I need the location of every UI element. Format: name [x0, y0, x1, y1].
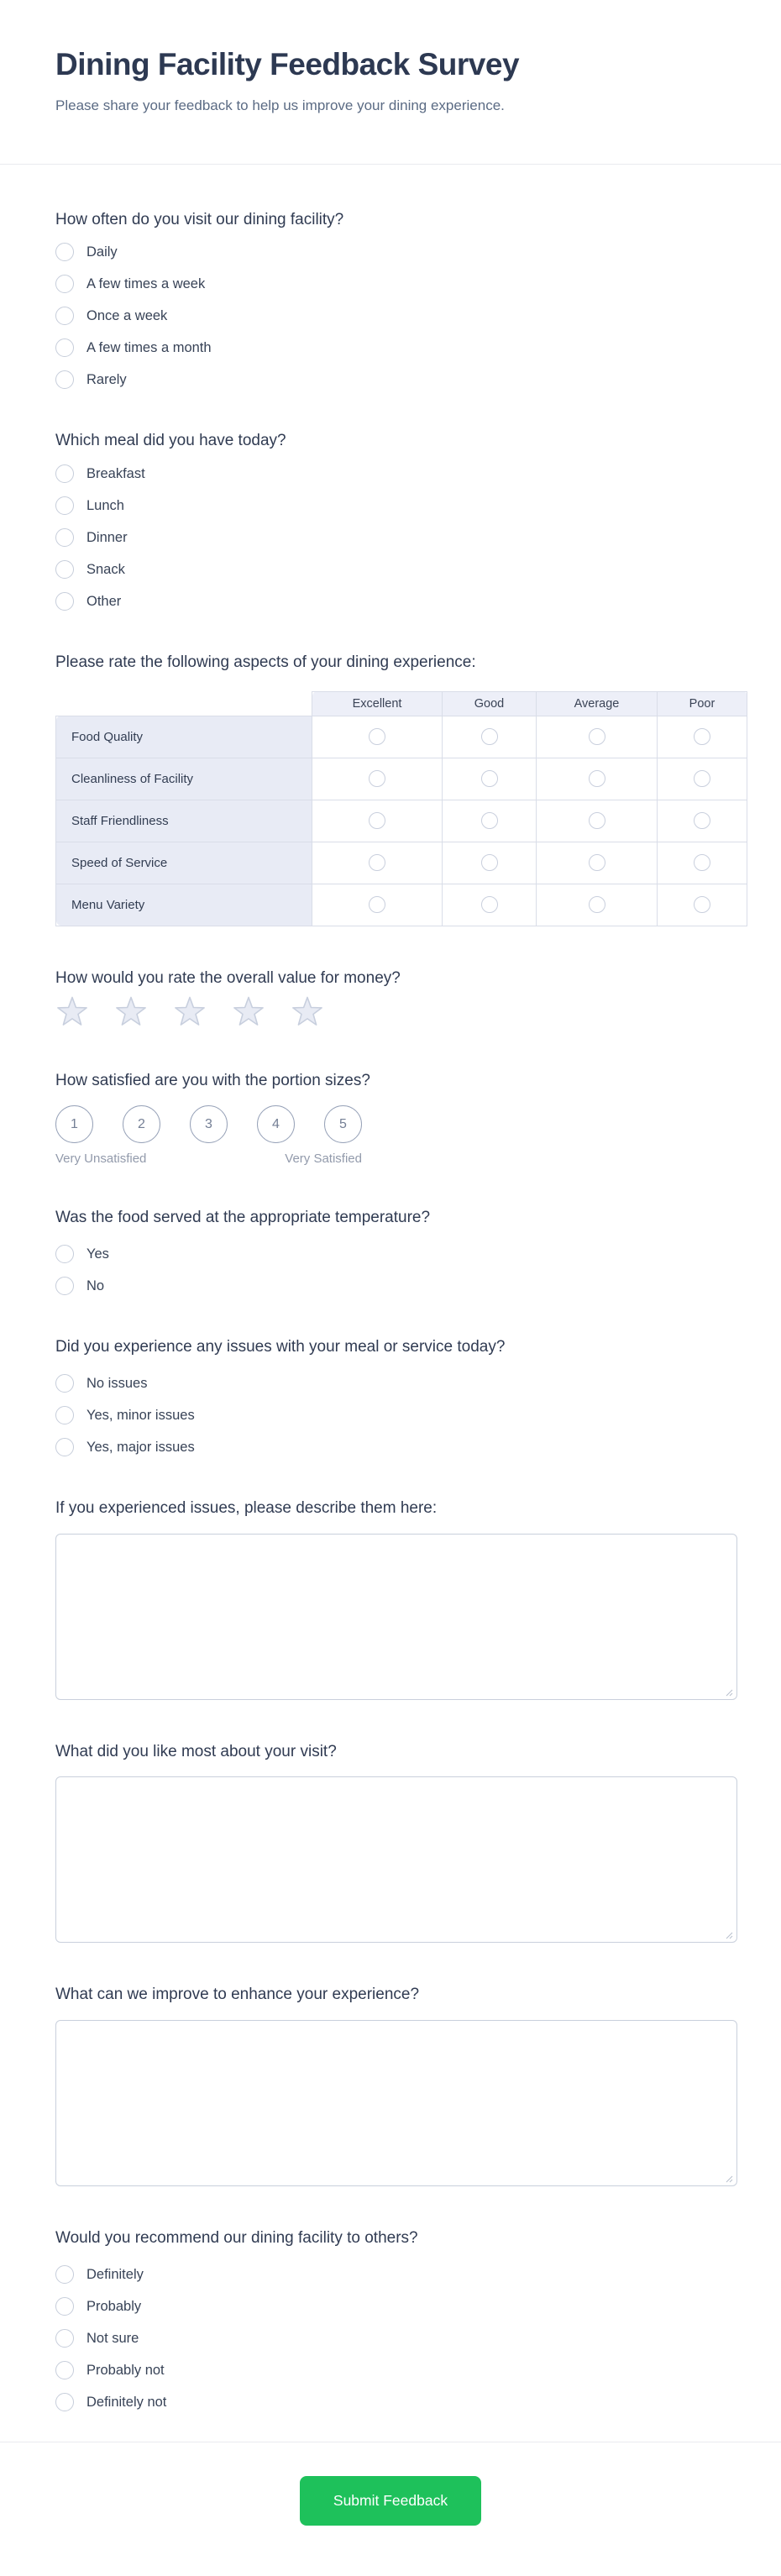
- survey-content: [0, 165, 781, 2411]
- star-icon[interactable]: [291, 995, 324, 1029]
- describe-issues-textarea[interactable]: [55, 1534, 737, 1700]
- scale-labels: [55, 1152, 362, 1166]
- matrix-cell[interactable]: [537, 842, 658, 884]
- radio-button[interactable]: [55, 2361, 74, 2379]
- matrix-cell[interactable]: [658, 758, 747, 800]
- radio-button[interactable]: [694, 770, 710, 787]
- matrix-cell[interactable]: [537, 800, 658, 842]
- radio-button[interactable]: [55, 275, 74, 293]
- radio-option-label: No: [86, 1278, 105, 1294]
- scale-option-3[interactable]: 3: [190, 1105, 228, 1143]
- radio-option[interactable]: [55, 243, 744, 261]
- radio-option[interactable]: [55, 338, 744, 357]
- scale-option-1[interactable]: 1: [55, 1105, 93, 1143]
- radio-button[interactable]: [55, 1245, 74, 1263]
- radio-button[interactable]: [55, 370, 74, 389]
- scale-option-2[interactable]: 2: [123, 1105, 160, 1143]
- radio-button[interactable]: [589, 896, 605, 913]
- radio-option[interactable]: [55, 2329, 744, 2348]
- radio-option-label: Probably not: [86, 2362, 165, 2378]
- radio-option[interactable]: [55, 1438, 744, 1456]
- radio-button[interactable]: [55, 243, 74, 261]
- matrix-column-header: Excellent: [312, 691, 443, 716]
- matrix-cell[interactable]: [443, 800, 537, 842]
- scale-option-4[interactable]: 4: [257, 1105, 295, 1143]
- question-visit-frequency: [55, 210, 744, 390]
- matrix-cell[interactable]: [312, 716, 443, 758]
- radio-button[interactable]: [589, 812, 605, 829]
- radio-option-label: Yes, major issues: [86, 1439, 195, 1455]
- star-icon[interactable]: [173, 995, 207, 1029]
- matrix-cell[interactable]: [312, 842, 443, 884]
- liked-most-textarea[interactable]: [55, 1776, 737, 1943]
- matrix-column-header: Average: [537, 691, 658, 716]
- radio-option[interactable]: [55, 275, 744, 293]
- radio-option[interactable]: [55, 1277, 744, 1295]
- radio-option[interactable]: [55, 560, 744, 579]
- question-label: Was the food served at the appropriate temperature?: [55, 1209, 431, 1227]
- radio-option[interactable]: [55, 592, 744, 611]
- radio-button[interactable]: [55, 307, 74, 325]
- radio-button[interactable]: [369, 854, 385, 871]
- star-icon[interactable]: [232, 995, 265, 1029]
- survey-header: [0, 0, 781, 115]
- radio-option-label: Daily: [86, 244, 118, 260]
- radio-button[interactable]: [589, 770, 605, 787]
- radio-option[interactable]: [55, 464, 744, 483]
- star-icon[interactable]: [114, 995, 148, 1029]
- rating-matrix-table: [55, 691, 747, 926]
- radio-option-label: Yes: [86, 1246, 109, 1262]
- question-meal-today: [55, 431, 744, 611]
- radio-button[interactable]: [369, 896, 385, 913]
- matrix-row-label: Cleanliness of Facility: [56, 758, 312, 800]
- radio-option-label: Definitely: [86, 2266, 144, 2282]
- matrix-cell[interactable]: [443, 716, 537, 758]
- radio-option-label: Once a week: [86, 308, 168, 324]
- matrix-cell[interactable]: [443, 884, 537, 926]
- matrix-cell[interactable]: [312, 758, 443, 800]
- matrix-row-label: Food Quality: [56, 716, 312, 758]
- question-label: Did you experience any issues with your meal or service today?: [55, 1338, 506, 1356]
- question-label: Please rate the following aspects of your dining experience:: [55, 653, 476, 672]
- radio-option-label: Not sure: [86, 2330, 139, 2346]
- radio-option-label: Rarely: [86, 372, 127, 388]
- matrix-cell[interactable]: [312, 800, 443, 842]
- radio-option[interactable]: [55, 1374, 744, 1393]
- radio-button[interactable]: [55, 2393, 74, 2411]
- textarea-wrapper: [55, 1534, 737, 1700]
- radio-button[interactable]: [694, 728, 710, 745]
- radio-button[interactable]: [55, 496, 74, 515]
- radio-option-label: Breakfast: [86, 466, 145, 482]
- question-label: How satisfied are you with the portion sizes?: [55, 1071, 370, 1089]
- radio-option-label: Definitely not: [86, 2394, 167, 2410]
- radio-button[interactable]: [589, 854, 605, 871]
- radio-button[interactable]: [55, 528, 74, 547]
- star-rating: [55, 995, 744, 1029]
- radio-button[interactable]: [55, 1277, 74, 1295]
- radio-option[interactable]: [55, 307, 744, 325]
- radio-option-label: Probably: [86, 2298, 142, 2314]
- radio-button[interactable]: [481, 812, 498, 829]
- improvements-textarea[interactable]: [55, 2020, 737, 2186]
- matrix-cell[interactable]: [312, 884, 443, 926]
- scale-max-label: Very Satisfied: [285, 1152, 362, 1167]
- question-describe-issues: [55, 1498, 744, 1700]
- matrix-cell[interactable]: [658, 842, 747, 884]
- submit-row: [0, 2476, 781, 2568]
- radio-option[interactable]: [55, 370, 744, 389]
- page-title: Dining Facility Feedback Survey: [55, 47, 520, 81]
- radio-option[interactable]: [55, 2361, 744, 2379]
- matrix-corner-cell: [56, 691, 312, 716]
- radio-option-label: Snack: [86, 562, 125, 578]
- question-value-for-money: [55, 968, 744, 1029]
- radio-button[interactable]: [55, 1438, 74, 1456]
- radio-button[interactable]: [694, 812, 710, 829]
- radio-option-label: Dinner: [86, 530, 128, 546]
- question-label: How would you rate the overall value for money?: [55, 968, 401, 987]
- matrix-cell[interactable]: [443, 758, 537, 800]
- radio-button[interactable]: [55, 2265, 74, 2284]
- satisfaction-scale: [55, 1105, 744, 1166]
- radio-option[interactable]: [55, 1245, 744, 1263]
- star-icon[interactable]: [55, 995, 89, 1029]
- radio-button[interactable]: [55, 1406, 74, 1424]
- radio-option-label: Lunch: [86, 498, 124, 514]
- radio-option[interactable]: [55, 528, 744, 547]
- radio-button[interactable]: [369, 728, 385, 745]
- matrix-cell[interactable]: [537, 758, 658, 800]
- radio-button[interactable]: [481, 770, 498, 787]
- matrix-cell[interactable]: [658, 716, 747, 758]
- question-label: How often do you visit our dining facility?: [55, 210, 344, 228]
- matrix-row-label: Menu Variety: [56, 884, 312, 926]
- matrix-cell[interactable]: [537, 884, 658, 926]
- matrix-row-label: Staff Friendliness: [56, 800, 312, 842]
- radio-button[interactable]: [55, 338, 74, 357]
- submit-feedback-button[interactable]: Submit Feedback: [300, 2476, 481, 2526]
- question-label: If you experienced issues, please describe them here:: [55, 1498, 438, 1517]
- scale-circles: [55, 1105, 744, 1143]
- radio-button[interactable]: [589, 728, 605, 745]
- textarea-wrapper: [55, 2020, 737, 2186]
- radio-option[interactable]: [55, 2297, 744, 2316]
- matrix-row-label: Speed of Service: [56, 842, 312, 884]
- question-label: Which meal did you have today?: [55, 432, 286, 450]
- question-improvements: [55, 1985, 744, 2186]
- textarea-wrapper: [55, 1776, 737, 1943]
- radio-button[interactable]: [55, 2297, 74, 2316]
- question-portion-sizes: [55, 1071, 744, 1167]
- radio-button[interactable]: [55, 464, 74, 483]
- question-label: What did you like most about your visit?: [55, 1742, 337, 1760]
- matrix-column-header: Poor: [658, 691, 747, 716]
- question-food-temperature: [55, 1208, 744, 1295]
- radio-option-label: A few times a month: [86, 340, 212, 356]
- radio-option[interactable]: [55, 2393, 744, 2411]
- radio-button[interactable]: [481, 854, 498, 871]
- radio-button[interactable]: [55, 1374, 74, 1393]
- radio-button[interactable]: [694, 896, 710, 913]
- matrix-column-header: Good: [443, 691, 537, 716]
- radio-option[interactable]: [55, 2265, 744, 2284]
- radio-button[interactable]: [369, 812, 385, 829]
- question-label: What can we improve to enhance your experience?: [55, 1986, 420, 2004]
- radio-option[interactable]: [55, 1406, 744, 1424]
- radio-button[interactable]: [369, 770, 385, 787]
- radio-option[interactable]: [55, 496, 744, 515]
- radio-option-label: No issues: [86, 1375, 148, 1391]
- matrix-cell[interactable]: [658, 800, 747, 842]
- question-recommend: [55, 2228, 744, 2411]
- question-rating-matrix: [55, 653, 744, 926]
- radio-button[interactable]: [55, 592, 74, 611]
- radio-button[interactable]: [694, 854, 710, 871]
- radio-option-label: A few times a week: [86, 276, 206, 292]
- matrix-cell[interactable]: [443, 842, 537, 884]
- page-subtitle: Please share your feedback to help us improve your dining experience.: [55, 97, 505, 113]
- scale-option-5[interactable]: 5: [324, 1105, 362, 1143]
- radio-option-label: Yes, minor issues: [86, 1407, 195, 1423]
- radio-button[interactable]: [55, 2329, 74, 2348]
- question-liked-most: [55, 1742, 744, 1944]
- radio-button[interactable]: [55, 560, 74, 579]
- radio-button[interactable]: [481, 728, 498, 745]
- scale-min-label: Very Unsatisfied: [55, 1152, 147, 1167]
- question-issues: [55, 1337, 744, 1456]
- question-label: Would you recommend our dining facility to others?: [55, 2229, 418, 2248]
- radio-button[interactable]: [481, 896, 498, 913]
- radio-option-label: Other: [86, 594, 122, 610]
- matrix-cell[interactable]: [658, 884, 747, 926]
- matrix-cell[interactable]: [537, 716, 658, 758]
